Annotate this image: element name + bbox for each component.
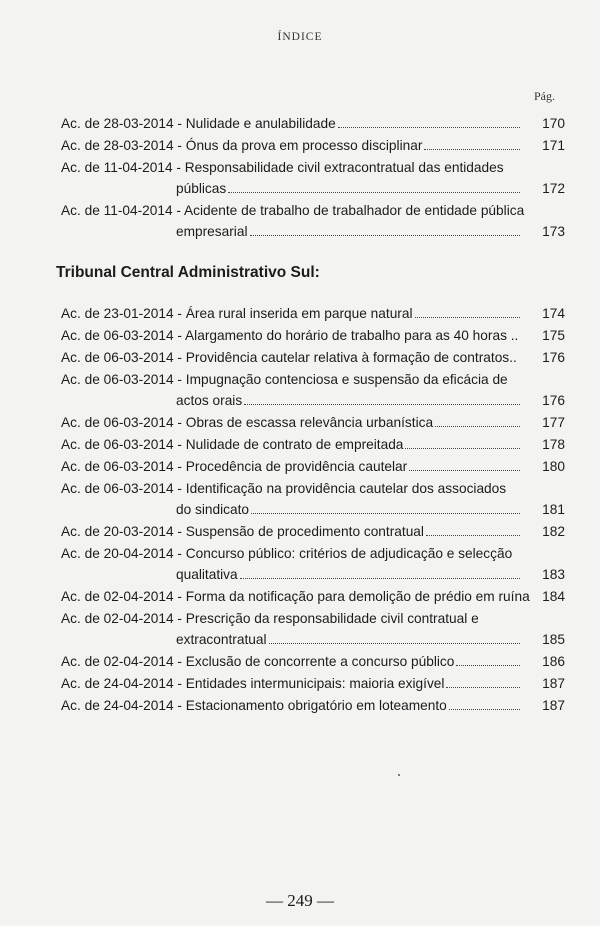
dot-leader xyxy=(269,643,521,644)
entry-title: Responsabilidade civil extracontratual das entidades xyxy=(184,160,504,175)
entry-title: qualitativa xyxy=(176,567,238,582)
entry-page: 187 xyxy=(542,698,565,713)
entry-date: Ac. de 06-03-2014 - xyxy=(61,459,182,474)
entry-date: Ac. de 20-04-2014 - xyxy=(61,546,182,561)
entry-date: Ac. de 20-03-2014 - xyxy=(61,524,182,539)
entry-title: actos orais xyxy=(176,393,243,408)
entry-title: Impugnação contenciosa e suspensão da eficácia de xyxy=(185,372,508,387)
entry-date: Ac. de 06-03-2014 - xyxy=(61,328,182,343)
entry-title: Entidades intermunicipais: maioria exigível xyxy=(185,676,445,691)
entry-title: Exclusão de concorrente a concurso público xyxy=(185,654,455,669)
entry-title: Estacionamento obrigatório em loteamento xyxy=(185,698,447,713)
dot-leader xyxy=(251,513,520,514)
page-column-label: Pág. xyxy=(534,89,555,103)
entry-title: Ónus da prova em processo disciplinar xyxy=(185,138,423,153)
entry-page: 171 xyxy=(542,138,565,153)
entry-title: do sindicato xyxy=(176,502,250,517)
entry-title: Concurso público: critérios de adjudicação e selecção xyxy=(185,546,513,561)
entry-date: Ac. de 06-03-2014 - xyxy=(61,350,182,365)
section-title: Tribunal Central Administrativo Sul: xyxy=(56,264,320,281)
entry-page: 182 xyxy=(542,524,565,539)
entry-page: 180 xyxy=(542,459,565,474)
entry-title: Obras de escassa relevância urbanística xyxy=(185,415,434,430)
entry-date: Ac. de 06-03-2014 - xyxy=(61,372,182,387)
entry-date: Ac. de 06-03-2014 - xyxy=(61,481,182,496)
entry-title: Alargamento do horário de trabalho para as 40 horas .. xyxy=(185,328,519,343)
entry-title: Nulidade e anulabilidade xyxy=(185,116,336,131)
entry-date: Ac. de 28-03-2014 - xyxy=(61,116,182,131)
entry-date: Ac. de 11-04-2014 - xyxy=(61,160,181,175)
entry-title: Forma da notificação para demolição de prédio em ruína xyxy=(185,589,530,604)
index-entry xyxy=(61,369,565,411)
entry-title: extracontratual xyxy=(176,632,267,647)
dot-leader xyxy=(250,235,521,236)
dot-leader xyxy=(409,470,520,471)
index-entry xyxy=(61,673,565,694)
entry-page: 177 xyxy=(542,415,565,430)
dot-leader xyxy=(228,192,520,193)
index-entry xyxy=(61,478,565,520)
index-entry xyxy=(61,135,565,156)
dot-leader xyxy=(456,665,520,666)
entry-date: Ac. de 24-04-2014 - xyxy=(61,676,182,691)
entry-date: Ac. de 02-04-2014 - xyxy=(61,611,182,626)
entry-page: 175 xyxy=(542,328,565,343)
entry-title: empresarial xyxy=(176,224,248,239)
entry-title: públicas xyxy=(176,181,227,196)
entry-title: Procedência de providência cautelar xyxy=(185,459,408,474)
entry-date: Ac. de 02-04-2014 - xyxy=(61,589,182,604)
entry-date: Ac. de 06-03-2014 - xyxy=(61,415,182,430)
index-entry xyxy=(61,543,565,585)
dot-leader xyxy=(449,709,520,710)
entry-page: 176 xyxy=(542,350,565,365)
index-entry xyxy=(61,586,565,607)
dot-leader xyxy=(240,578,521,579)
index-entry xyxy=(61,412,565,433)
index-entry xyxy=(61,521,565,542)
index-entry xyxy=(61,303,565,324)
entry-page: 186 xyxy=(542,654,565,669)
entry-page: 185 xyxy=(542,632,565,647)
index-entry xyxy=(61,113,565,134)
page-number: — 249 — xyxy=(266,891,334,910)
entry-title: Nulidade de contrato de empreitada xyxy=(185,437,404,452)
index-entry xyxy=(61,434,565,455)
index-entry xyxy=(61,347,565,368)
entry-title: Área rural inserida em parque natural xyxy=(185,306,413,321)
entry-title: Suspensão de procedimento contratual xyxy=(185,524,424,539)
dot-leader xyxy=(446,687,520,688)
entry-title: Acidente de trabalho de trabalhador de entidade pública xyxy=(184,203,525,218)
entry-date: Ac. de 28-03-2014 - xyxy=(61,138,182,153)
entry-date: Ac. de 11-04-2014 - xyxy=(61,203,181,218)
running-title: ÍNDICE xyxy=(277,31,323,43)
index-entry xyxy=(61,651,565,672)
entry-page: 173 xyxy=(542,224,565,239)
entry-date: Ac. de 02-04-2014 - xyxy=(61,654,182,669)
dot-leader xyxy=(415,317,521,318)
entry-date: Ac. de 24-04-2014 - xyxy=(61,698,182,713)
index-entry xyxy=(61,608,565,650)
index-entry xyxy=(61,456,565,477)
entry-date: Ac. de 06-03-2014 - xyxy=(61,437,182,452)
entry-page: 178 xyxy=(542,437,565,452)
entry-page: 170 xyxy=(542,116,565,131)
entry-page: 183 xyxy=(542,567,565,582)
dot-leader xyxy=(426,535,520,536)
index-entry xyxy=(61,200,565,242)
entry-page: 184 xyxy=(542,589,565,604)
paper-speck xyxy=(398,774,400,776)
entry-page: 181 xyxy=(542,502,565,517)
dot-leader xyxy=(244,404,520,405)
dot-leader xyxy=(338,127,520,128)
entry-page: 176 xyxy=(542,393,565,408)
entry-title: Providência cautelar relativa à formação de contratos.. xyxy=(185,350,517,365)
entry-page: 174 xyxy=(542,306,565,321)
dot-leader xyxy=(424,149,520,150)
index-entry xyxy=(61,157,565,199)
dot-leader xyxy=(405,448,520,449)
entry-title: Identificação na providência cautelar dos associados xyxy=(185,481,507,496)
index-entry xyxy=(61,695,565,716)
entry-date: Ac. de 23-01-2014 - xyxy=(61,306,182,321)
entry-page: 187 xyxy=(542,676,565,691)
entry-title: Prescrição da responsabilidade civil contratual e xyxy=(185,611,479,626)
index-entry xyxy=(61,325,565,346)
entry-page: 172 xyxy=(542,181,565,196)
dot-leader xyxy=(435,426,520,427)
